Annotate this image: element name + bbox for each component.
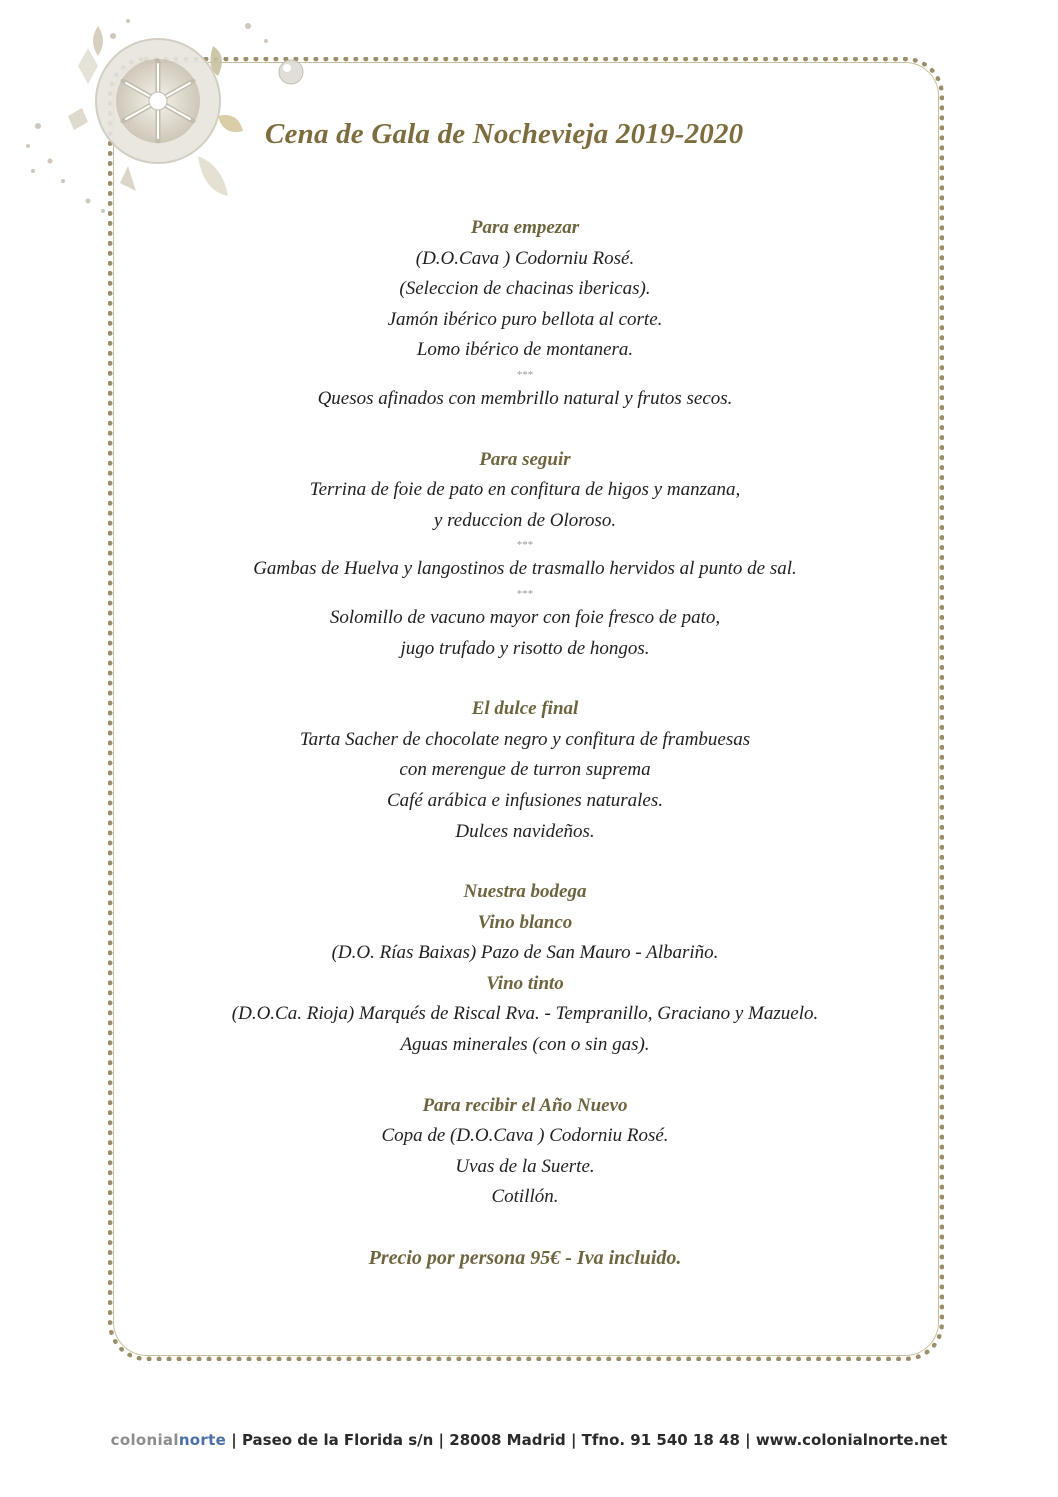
menu-item: Uvas de la Suerte.: [455, 1155, 595, 1177]
menu-item: (D.O.Ca. Rioja) Marqués de Riscal Rva. - Tempranillo, Graciano y Mazuelo.: [231, 1003, 819, 1025]
menu-item: con merengue de turron suprema: [399, 759, 651, 781]
logo-norte: norte: [178, 1431, 227, 1449]
separator: ***: [516, 368, 534, 381]
section-heading-nuevo: Para recibir el Año Nuevo: [422, 1094, 628, 1116]
menu-item: (D.O.Cava ) Codorniu Rosé.: [415, 247, 635, 269]
menu-item: Terrina de foie de pato en confitura de higos y manzana,: [309, 479, 741, 501]
menu-item: (Seleccion de chacinas ibericas).: [399, 278, 651, 300]
section-heading-dulce: El dulce final: [471, 698, 579, 720]
separator: ***: [516, 587, 534, 600]
menu-item: (D.O. Rías Baixas) Pazo de San Mauro - Albariño.: [331, 942, 719, 964]
separator: ***: [516, 539, 534, 552]
menu-item: Solomillo de vacuno mayor con foie fresco de pato,: [329, 606, 721, 628]
menu-item: Café arábica e infusiones naturales.: [386, 789, 663, 811]
menu-item: Quesos afinados con membrillo natural y frutos secos.: [317, 387, 733, 409]
section-heading-empezar: Para empezar: [470, 217, 580, 238]
snowflake-ornament-icon: [8, 6, 308, 216]
subheading-vino-blanco: Vino blanco: [477, 911, 573, 933]
menu-item: Cotillón.: [491, 1186, 559, 1208]
menu-item: Aguas minerales (con o sin gas).: [400, 1034, 650, 1056]
menu-item: Tarta Sacher de chocolate negro y confitura de frambuesas: [299, 728, 751, 750]
menu-item: Gambas de Huelva y langostinos de trasmallo hervidos al punto de sal.: [253, 558, 797, 580]
menu-item: Lomo ibérico de montanera.: [416, 339, 634, 361]
menu-item: y reduccion de Oloroso.: [433, 509, 617, 531]
footer: [0, 1431, 1058, 1449]
menu-item: Jamón ibérico puro bellota al corte.: [387, 308, 663, 330]
menu-item: Dulces navideños.: [455, 820, 595, 842]
menu-item: Copa de (D.O.Cava ) Codorniu Rosé.: [381, 1125, 669, 1147]
menu-content: [150, 213, 900, 1273]
footer-contact: | Paseo de la Florida s/n | 28008 Madrid | Tfno. 91 540 18 48 | www.colonialnorte.net: [226, 1431, 948, 1449]
menu-item: jugo trufado y risotto de hongos.: [400, 637, 650, 659]
page-title: Cena de Gala de Nochevieja 2019-2020: [265, 118, 744, 150]
subheading-vino-tinto: Vino tinto: [486, 972, 564, 994]
section-heading-bodega: Nuestra bodega: [463, 881, 587, 903]
price-line: Precio por persona 95€ - Iva incluido.: [368, 1247, 682, 1270]
section-heading-seguir: Para seguir: [479, 448, 571, 470]
logo-colonial: colonial: [110, 1431, 179, 1449]
